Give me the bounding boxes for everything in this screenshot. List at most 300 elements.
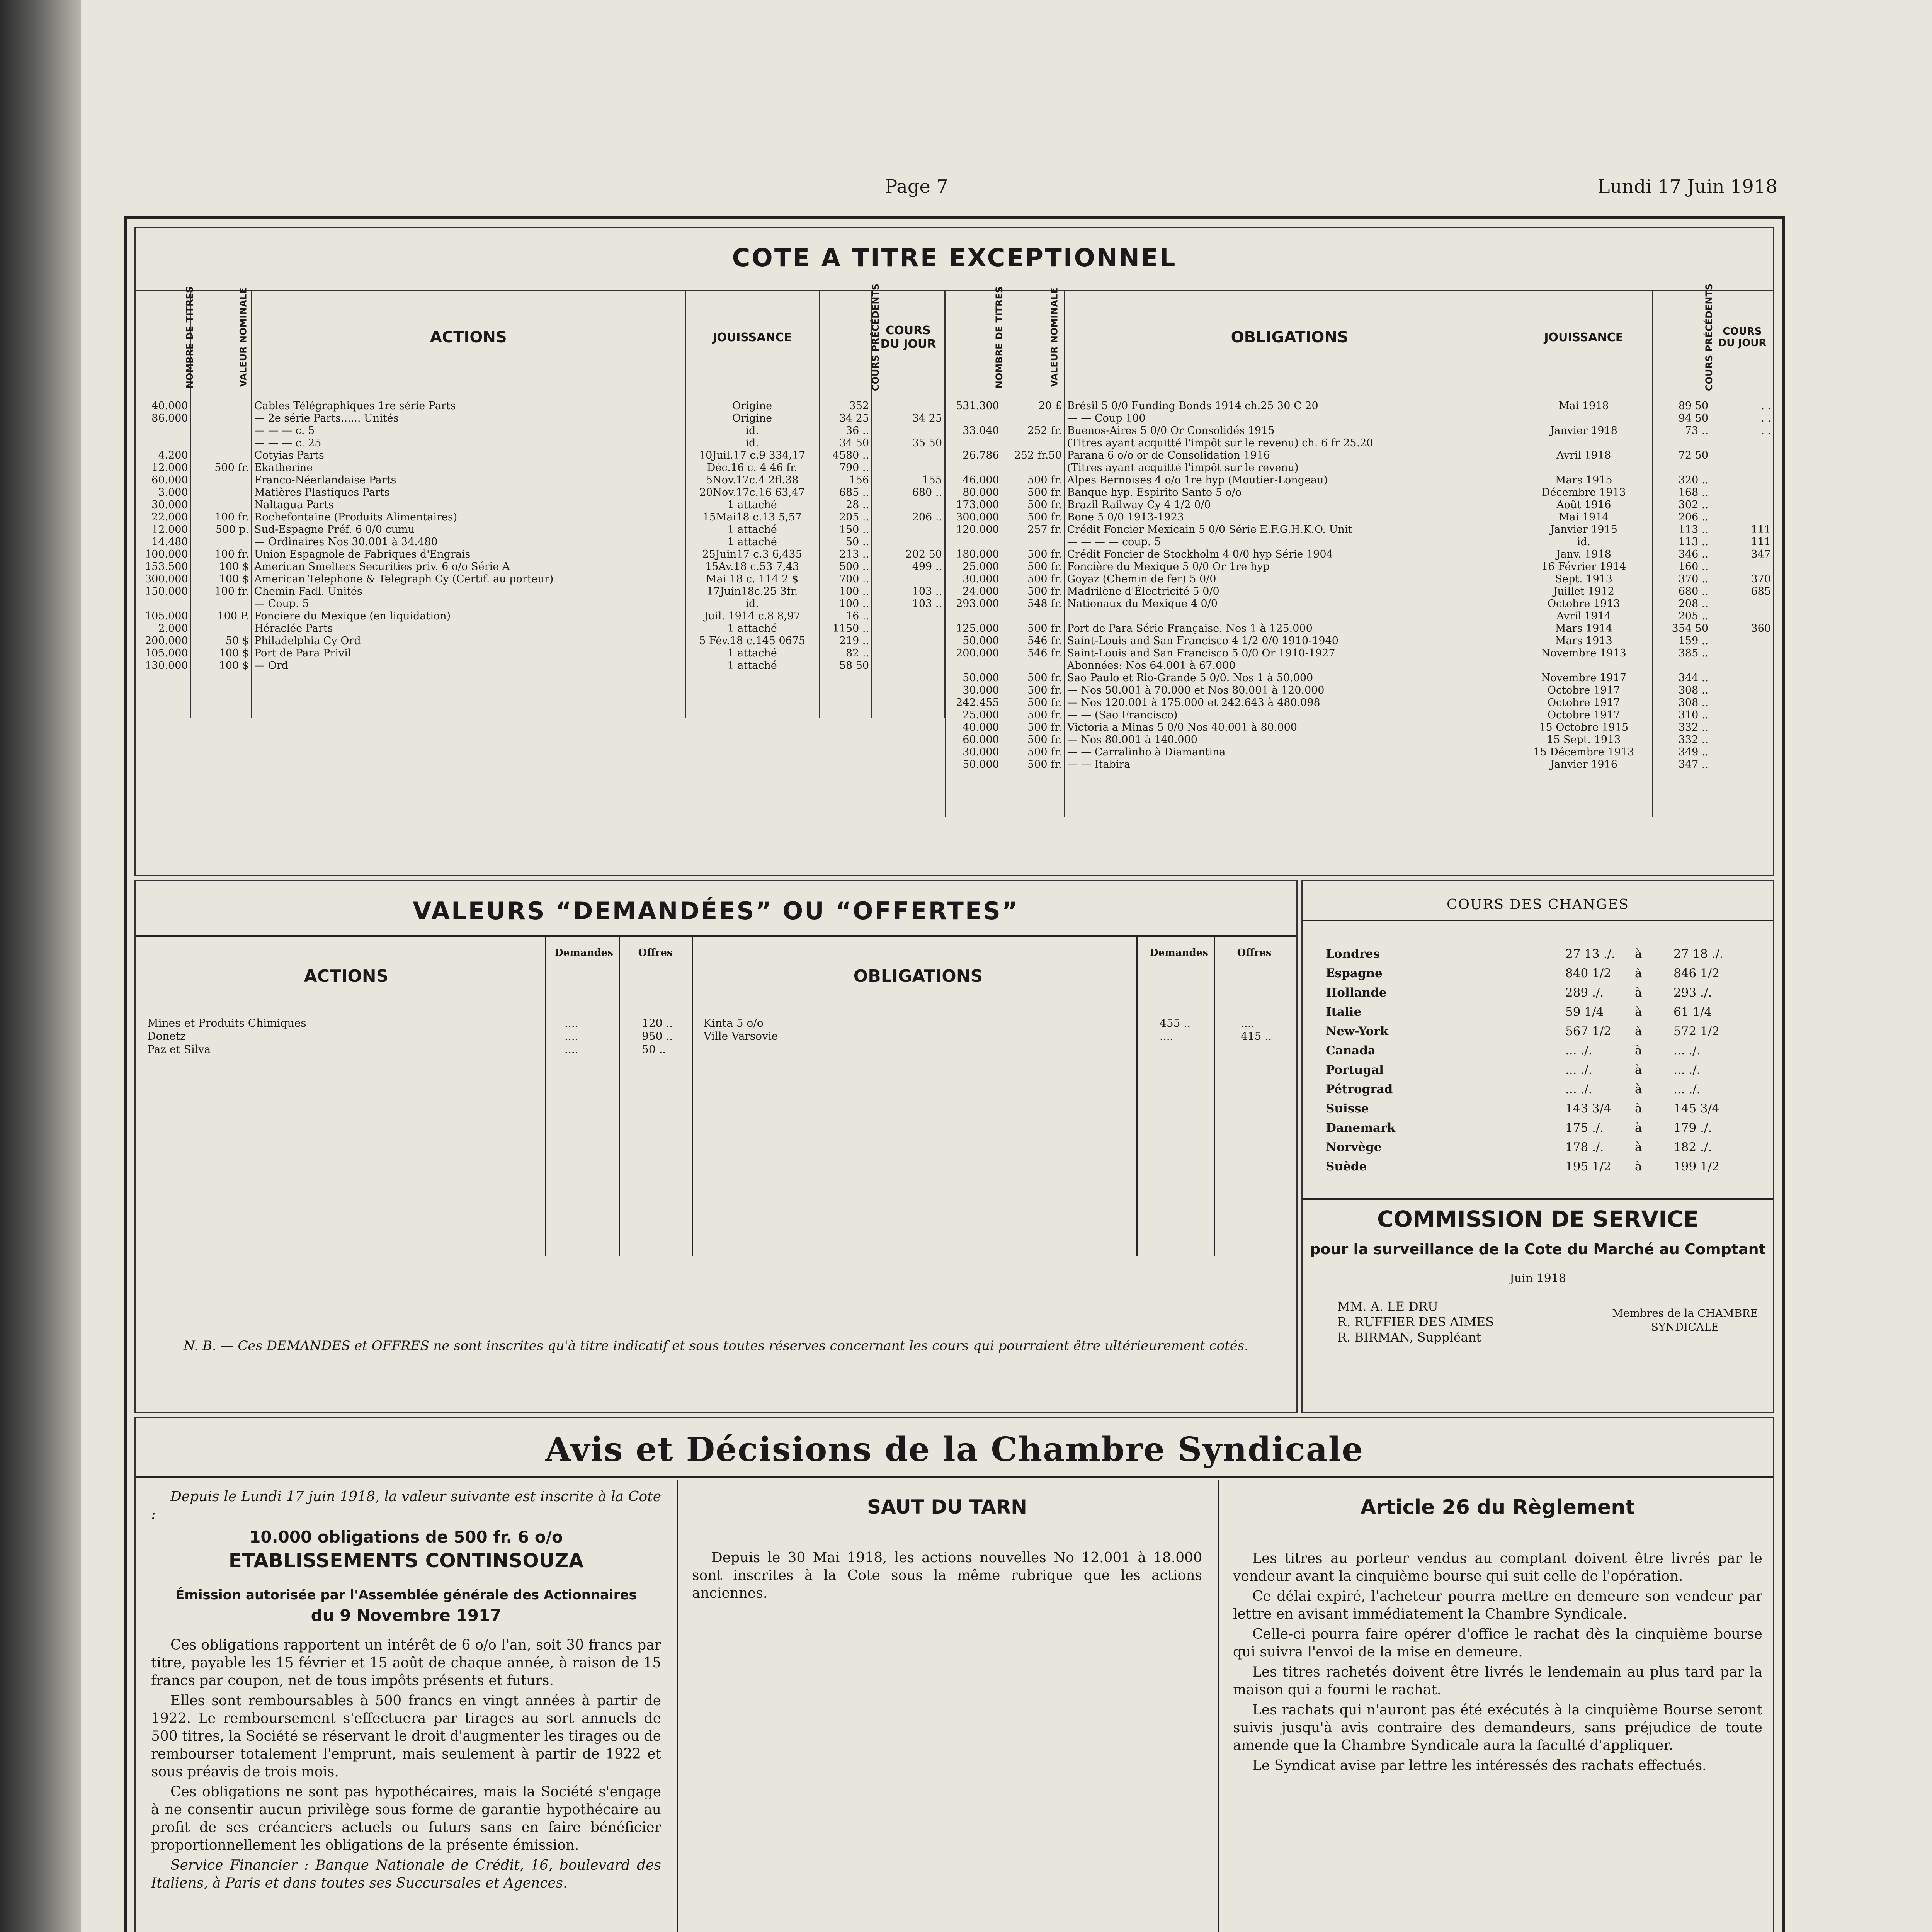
cote-obligation-nombre: 26.786 xyxy=(946,449,1002,462)
cote-action-nombre: 130.000 xyxy=(136,660,191,672)
cote-action-cours-prec: 790 .. xyxy=(819,462,872,474)
cote-obligation-nombre: 120.000 xyxy=(946,524,1002,536)
cote-obligation-cours-prec: 680 .. xyxy=(1653,585,1711,598)
cote-obligation-cours-jour xyxy=(1711,635,1774,647)
cote-action-valeur: 100 fr. xyxy=(191,585,252,598)
cote-obligation-cours-jour xyxy=(1711,474,1774,486)
cote-obligation-valeur: 500 fr. xyxy=(1002,486,1065,499)
cote-obligation-cours-jour xyxy=(1711,486,1774,499)
cote-obligation-jouissance: Avril 1914 xyxy=(1515,610,1653,622)
valeurs-divider-2 xyxy=(619,935,620,1256)
cote-action-cours-prec: 156 xyxy=(819,474,872,486)
cote-action-cours-prec: 213 .. xyxy=(819,548,872,561)
cote-obligation-valeur: 500 fr. xyxy=(1002,622,1065,635)
cote-obligations-table xyxy=(945,283,1774,817)
cote-action-nombre: 2.000 xyxy=(136,622,191,635)
cote-action-cours-prec: 150 .. xyxy=(819,524,872,536)
cote-action-valeur: 500 p. xyxy=(191,524,252,536)
cote-obligation-valeur: 500 fr. xyxy=(1002,511,1065,524)
valeurs-action-offre: 50 .. xyxy=(642,1043,666,1056)
cote-obligation-cours-jour xyxy=(1711,759,1774,771)
avis-left-p3: Ces obligations ne sont pas hypothécaires, mais la Société s'engage à ne consentir aucun privilège sous forme de garantie hypothécaire au profit de ses créanciers actuels ou futurs sans en faire bénéficier proportionnellement les obligations de la présente émission. xyxy=(151,1784,661,1853)
avis-left-bold1: 10.000 obligations de 500 fr. 6 o/o xyxy=(249,1527,563,1546)
cote-action-row xyxy=(136,474,945,486)
cote-obligation-cours-prec: 89 50 xyxy=(1653,384,1711,412)
valeurs-dem-head-oblig: Demandes xyxy=(1150,947,1208,959)
cote-action-row xyxy=(136,610,945,622)
cote-obligation-row xyxy=(946,462,1774,474)
change-currency: New-York xyxy=(1326,1024,1389,1038)
cote-obligation-cours-jour xyxy=(1711,449,1774,462)
avis-right-col xyxy=(1233,1496,1762,1777)
cote-obligation-valeur: 500 fr. xyxy=(1002,759,1065,771)
cote-action-valeur xyxy=(191,499,252,511)
cote-obligation-valeur: 546 fr. xyxy=(1002,635,1065,647)
cote-action-row xyxy=(136,486,945,499)
commission-role: Membres de la CHAMBRE SYNDICALE xyxy=(1612,1307,1758,1333)
cote-action-name: Philadelphia Cy Ord xyxy=(252,635,685,647)
cote-obligation-name: — Nos 120.001 à 175.000 et 242.643 à 480.098 xyxy=(1065,697,1515,709)
cote-action-cours-jour xyxy=(872,660,945,672)
cote-obligation-nombre: 50.000 xyxy=(946,635,1002,647)
cote-obligation-nombre: 25.000 xyxy=(946,561,1002,573)
cote-obligation-name: Bone 5 0/0 1913-1923 xyxy=(1065,511,1515,524)
cote-obligation-filler xyxy=(946,771,1774,817)
changes-title: COURS DES CHANGES xyxy=(1447,897,1629,913)
cote-obligation-nombre: 30.000 xyxy=(946,684,1002,697)
change-low: 178 ./. xyxy=(1565,1140,1604,1154)
cote-obligation-valeur xyxy=(1002,536,1065,548)
cote-obligation-cours-prec: 354 50 xyxy=(1653,622,1711,635)
cote-action-row xyxy=(136,573,945,585)
cote-obligation-row xyxy=(946,412,1774,425)
cote-obligation-cours-prec: 72 50 xyxy=(1653,449,1711,462)
cote-obligation-cours-prec: 308 .. xyxy=(1653,684,1711,697)
col-obligations: OBLIGATIONS xyxy=(1065,291,1515,384)
cote-action-cours-jour xyxy=(872,499,945,511)
cote-action-jouissance: Mai 18 c. 114 2 $ xyxy=(685,573,819,585)
cote-obligation-nombre: 173.000 xyxy=(946,499,1002,511)
cote-action-nombre: 105.000 xyxy=(136,610,191,622)
cote-obligation-cours-jour xyxy=(1711,721,1774,734)
cote-action-row xyxy=(136,622,945,635)
cote-obligation-nombre: 50.000 xyxy=(946,672,1002,684)
cote-action-cours-jour xyxy=(872,610,945,622)
cote-action-jouissance: 5Nov.17c.4 2fl.38 xyxy=(685,474,819,486)
col-actions: ACTIONS xyxy=(252,291,685,384)
cote-action-nombre: 30.000 xyxy=(136,499,191,511)
cote-action-nombre: 12.000 xyxy=(136,524,191,536)
cote-action-jouissance: id. xyxy=(685,425,819,437)
cote-obligation-cours-prec: 344 .. xyxy=(1653,672,1711,684)
cote-action-valeur: 100 fr. xyxy=(191,548,252,561)
valeurs-action-row xyxy=(147,1030,688,1043)
book-binding-edge xyxy=(0,0,81,1932)
avis-section xyxy=(134,1417,1774,1932)
cote-action-row xyxy=(136,536,945,548)
cote-action-cours-jour: 202 50 xyxy=(872,548,945,561)
commission-title: COMMISSION DE SERVICE xyxy=(1377,1206,1699,1232)
avis-divider-1 xyxy=(677,1480,678,1932)
change-currency: Pétrograd xyxy=(1326,1082,1393,1096)
change-row xyxy=(1326,1005,1743,1022)
cote-obligation-cours-prec xyxy=(1653,660,1711,672)
cote-obligation-jouissance: Mars 1913 xyxy=(1515,635,1653,647)
change-row xyxy=(1326,1082,1743,1099)
cote-obligation-valeur: 500 fr. xyxy=(1002,548,1065,561)
cote-obligation-nombre: 293.000 xyxy=(946,598,1002,610)
cote-action-row xyxy=(136,511,945,524)
cote-obligation-name: Madrilène d'Électricité 5 0/0 xyxy=(1065,585,1515,598)
cote-obligation-row xyxy=(946,660,1774,672)
cote-action-cours-prec: 34 25 xyxy=(819,412,872,425)
cote-obligation-name: Abonnées: Nos 64.001 à 67.000 xyxy=(1065,660,1515,672)
valeurs-action-row xyxy=(147,1043,688,1056)
cote-obligation-jouissance: Juillet 1912 xyxy=(1515,585,1653,598)
cote-actions-table-wrap xyxy=(136,283,945,718)
cote-obligation-jouissance xyxy=(1515,462,1653,474)
commission-member-1: MM. A. LE DRU xyxy=(1337,1299,1438,1314)
cote-obligation-valeur: 500 fr. xyxy=(1002,561,1065,573)
change-low: 143 3/4 xyxy=(1565,1102,1611,1116)
cote-action-valeur: 100 fr. xyxy=(191,511,252,524)
valeurs-title: VALEURS “DEMANDÉES” OU “OFFERTES” xyxy=(413,897,1019,925)
cote-obligation-cours-jour xyxy=(1711,746,1774,759)
change-sep: à xyxy=(1635,1044,1642,1058)
cote-obligation-jouissance xyxy=(1515,660,1653,672)
cote-action-cours-prec: 50 .. xyxy=(819,536,872,548)
change-high: 572 1/2 xyxy=(1673,1024,1719,1038)
cote-action-nombre xyxy=(136,437,191,449)
avis-right-title: Article 26 du Règlement xyxy=(1360,1496,1635,1519)
cote-obligation-name: Port de Para Série Française. Nos 1 à 125.000 xyxy=(1065,622,1515,635)
valeurs-obligation-demande: 455 .. xyxy=(1160,1017,1191,1029)
cote-obligation-nombre: 33.040 xyxy=(946,425,1002,437)
cote-action-cours-prec: 500 .. xyxy=(819,561,872,573)
change-sep: à xyxy=(1635,1005,1642,1019)
cote-obligation-name: — Nos 50.001 à 70.000 et Nos 80.001 à 120.000 xyxy=(1065,684,1515,697)
cote-action-valeur xyxy=(191,412,252,425)
cote-obligation-nombre: 200.000 xyxy=(946,647,1002,660)
cote-obligation-jouissance: Octobre 1913 xyxy=(1515,598,1653,610)
valeurs-divider-3 xyxy=(692,935,693,1256)
commission-rule xyxy=(1303,1198,1773,1200)
cote-action-row xyxy=(136,449,945,462)
cote-obligation-row xyxy=(946,709,1774,721)
cote-action-name: Naltagua Parts xyxy=(252,499,685,511)
change-low: 59 1/4 xyxy=(1565,1005,1604,1019)
cote-obligation-valeur: 548 fr. xyxy=(1002,598,1065,610)
change-high: 846 1/2 xyxy=(1673,966,1719,980)
cote-obligation-cours-prec: 208 .. xyxy=(1653,598,1711,610)
valeurs-obligation-row xyxy=(704,1030,1291,1043)
avis-left-col xyxy=(151,1488,661,1895)
change-sep: à xyxy=(1635,1102,1642,1116)
cote-action-nombre: 14.480 xyxy=(136,536,191,548)
valeurs-action-offre: 950 .. xyxy=(642,1030,673,1043)
cote-obligation-row xyxy=(946,536,1774,548)
cote-action-row xyxy=(136,384,945,412)
cote-action-valeur xyxy=(191,536,252,548)
cote-action-jouissance: 1 attaché xyxy=(685,647,819,660)
cote-action-cours-jour xyxy=(872,425,945,437)
avis-right-p5: Les rachats qui n'auront pas été exécutés à la cinquième Bourse seront suivis jusqu'à avis contraire des demandeurs, sans préjudice de toute amende que la Chambre Syndicale aura la faculté d'appliquer. xyxy=(1233,1702,1762,1753)
cote-obligation-name: — — Itabira xyxy=(1065,759,1515,771)
cote-obligation-name: Alpes Bernoises 4 o/o 1re hyp (Moutier-Longeau) xyxy=(1065,474,1515,486)
cote-action-jouissance: 1 attaché xyxy=(685,622,819,635)
cote-action-valeur: 100 $ xyxy=(191,660,252,672)
cote-action-jouissance: 25Juin17 c.3 6,435 xyxy=(685,548,819,561)
col-valeur-oblig: VALEUR NOMINALE xyxy=(1002,291,1065,384)
col-valeur: VALEUR NOMINALE xyxy=(191,291,252,384)
avis-left-p1: Ces obligations rapportent un intérêt de 6 o/o l'an, soit 30 francs par titre, payable les 15 février et 15 août de chaque année, à raison de 15 francs par coupon, net de tous impôts présents et futurs. xyxy=(151,1637,661,1689)
col-jouissance: JOUISSANCE xyxy=(685,291,819,384)
cote-obligation-cours-jour: . . xyxy=(1711,425,1774,437)
cote-obligation-name: Nationaux du Mexique 4 0/0 xyxy=(1065,598,1515,610)
cote-obligation-cours-jour xyxy=(1711,462,1774,474)
cote-action-valeur: 100 $ xyxy=(191,561,252,573)
cote-obligation-cours-prec: 73 .. xyxy=(1653,425,1711,437)
cote-action-jouissance: 15Mai18 c.13 5,57 xyxy=(685,511,819,524)
avis-left-bold2: ETABLISSEMENTS CONTINSOUZA xyxy=(228,1549,584,1572)
cote-action-cours-jour xyxy=(872,622,945,635)
cote-action-cours-jour: 103 .. xyxy=(872,585,945,598)
cote-action-cours-prec: 700 .. xyxy=(819,573,872,585)
change-high: 145 3/4 xyxy=(1673,1102,1719,1116)
cote-obligation-jouissance: Octobre 1917 xyxy=(1515,697,1653,709)
cote-action-name: Union Espagnole de Fabriques d'Engrais xyxy=(252,548,685,561)
change-sep: à xyxy=(1635,1160,1642,1173)
cote-obligation-cours-jour xyxy=(1711,672,1774,684)
change-high: 61 1/4 xyxy=(1673,1005,1712,1019)
cote-obligation-nombre: 25.000 xyxy=(946,709,1002,721)
cote-obligation-name: Saint-Louis and San Francisco 5 0/0 Or 1910-1927 xyxy=(1065,647,1515,660)
valeurs-obligation-offre: .... xyxy=(1241,1017,1255,1029)
col-cours-jour: COURS DU JOUR xyxy=(872,291,945,384)
cote-action-nombre xyxy=(136,598,191,610)
change-currency: Portugal xyxy=(1326,1063,1384,1077)
change-row xyxy=(1326,1140,1743,1157)
valeurs-off-head-oblig: Offres xyxy=(1237,947,1272,959)
cote-obligation-cours-jour xyxy=(1711,684,1774,697)
cote-action-filler xyxy=(136,672,945,718)
cote-obligation-name: — Nos 80.001 à 140.000 xyxy=(1065,734,1515,746)
cote-obligation-row xyxy=(946,622,1774,635)
cote-action-nombre: 300.000 xyxy=(136,573,191,585)
cote-action-valeur xyxy=(191,486,252,499)
valeurs-action-name: Donetz xyxy=(147,1030,186,1043)
cote-action-name: Fonciere du Mexique (en liquidation) xyxy=(252,610,685,622)
cote-obligation-jouissance: Août 1916 xyxy=(1515,499,1653,511)
valeurs-obligation-row xyxy=(704,1017,1291,1030)
cote-obligation-row xyxy=(946,635,1774,647)
cote-action-nombre: 153.500 xyxy=(136,561,191,573)
valeurs-off-head: Offres xyxy=(638,947,673,959)
cote-obligation-row xyxy=(946,684,1774,697)
cote-action-row xyxy=(136,585,945,598)
cote-obligation-name: — — Coup 100 xyxy=(1065,412,1515,425)
change-currency: Italie xyxy=(1326,1005,1362,1019)
valeurs-action-demande: .... xyxy=(565,1017,578,1029)
cote-action-jouissance: id. xyxy=(685,437,819,449)
cote-action-row xyxy=(136,462,945,474)
cote-obligation-row xyxy=(946,437,1774,449)
col-nombre-oblig: NOMBRE DE TITRES xyxy=(946,291,1002,384)
cote-action-valeur xyxy=(191,474,252,486)
change-sep: à xyxy=(1635,1140,1642,1154)
change-row xyxy=(1326,947,1743,964)
cote-action-nombre: 4.200 xyxy=(136,449,191,462)
cote-obligation-jouissance: 15 Octobre 1915 xyxy=(1515,721,1653,734)
cote-action-cours-prec: 685 .. xyxy=(819,486,872,499)
col-jouissance-oblig: JOUISSANCE xyxy=(1515,291,1653,384)
cote-actions-table xyxy=(136,283,945,718)
cote-obligation-valeur: 500 fr. xyxy=(1002,499,1065,511)
valeurs-actions-head: ACTIONS xyxy=(304,966,389,986)
change-row xyxy=(1326,1121,1743,1138)
cote-action-nombre: 86.000 xyxy=(136,412,191,425)
cote-action-cours-jour xyxy=(872,635,945,647)
change-currency: Espagne xyxy=(1326,966,1383,980)
cote-obligation-jouissance: Janvier 1918 xyxy=(1515,425,1653,437)
cote-action-nombre xyxy=(136,425,191,437)
cote-obligation-row xyxy=(946,697,1774,709)
cote-obligation-jouissance: Octobre 1917 xyxy=(1515,709,1653,721)
cote-action-valeur xyxy=(191,437,252,449)
cote-action-name: American Telephone & Telegraph Cy (Certif. au porteur) xyxy=(252,573,685,585)
issue-date: Lundi 17 Juin 1918 xyxy=(1597,176,1777,197)
cote-action-nombre: 60.000 xyxy=(136,474,191,486)
cote-obligation-name: — — — — coup. 5 xyxy=(1065,536,1515,548)
cote-obligation-name: — — (Sao Francisco) xyxy=(1065,709,1515,721)
cote-action-name: — Ordinaires Nos 30.001 à 34.480 xyxy=(252,536,685,548)
cote-obligation-nombre: 180.000 xyxy=(946,548,1002,561)
change-low: 840 1/2 xyxy=(1565,966,1611,980)
valeurs-obligation-demande: .... xyxy=(1160,1030,1173,1043)
cote-obligation-valeur: 500 fr. xyxy=(1002,734,1065,746)
cote-action-jouissance: 17Juin18c.25 3fr. xyxy=(685,585,819,598)
cote-obligation-cours-jour xyxy=(1711,734,1774,746)
valeurs-action-row xyxy=(147,1017,688,1030)
avis-right-p4: Les titres rachetés doivent être livrés le lendemain au plus tard par la maison qui a fourni le rachat. xyxy=(1233,1664,1762,1698)
change-sep: à xyxy=(1635,1082,1642,1096)
cote-action-valeur: 100 $ xyxy=(191,573,252,585)
valeurs-divider-4 xyxy=(1136,935,1138,1256)
cote-action-jouissance: Juil. 1914 c.8 8,97 xyxy=(685,610,819,622)
commission-subtitle: pour la surveillance de la Cote du Marché au Comptant xyxy=(1310,1241,1766,1258)
valeurs-action-name: Paz et Silva xyxy=(147,1043,211,1056)
cote-action-nombre: 150.000 xyxy=(136,585,191,598)
cote-obligation-nombre: 125.000 xyxy=(946,622,1002,635)
running-header xyxy=(116,176,1777,207)
cote-action-name: Rochefontaine (Produits Alimentaires) xyxy=(252,511,685,524)
cote-action-jouissance: 5 Fév.18 c.145 0675 xyxy=(685,635,819,647)
cote-action-name: Port de Para Privil xyxy=(252,647,685,660)
cote-action-row xyxy=(136,425,945,437)
cote-action-row xyxy=(136,660,945,672)
valeurs-section xyxy=(134,880,1298,1413)
cote-action-valeur: 100 $ xyxy=(191,647,252,660)
changes-rule xyxy=(1303,920,1773,921)
cote-action-name: Ekatherine xyxy=(252,462,685,474)
cote-obligation-cours-jour xyxy=(1711,647,1774,660)
cote-obligation-cours-prec: 332 .. xyxy=(1653,734,1711,746)
cote-action-jouissance: 20Nov.17c.16 63,47 xyxy=(685,486,819,499)
cote-action-row xyxy=(136,647,945,660)
cote-obligation-nombre: 30.000 xyxy=(946,746,1002,759)
cote-obligation-cours-prec: 308 .. xyxy=(1653,697,1711,709)
cote-obligation-row xyxy=(946,734,1774,746)
cote-obligation-valeur: 500 fr. xyxy=(1002,684,1065,697)
cote-action-nombre: 100.000 xyxy=(136,548,191,561)
cote-obligation-jouissance: Mai 1914 xyxy=(1515,511,1653,524)
cote-obligation-name: Goyaz (Chemin de fer) 5 0/0 xyxy=(1065,573,1515,585)
cote-obligation-name: Crédit Foncier Mexicain 5 0/0 Série E.F.G.H.K.O. Unit xyxy=(1065,524,1515,536)
cote-obligation-cours-prec: 113 .. xyxy=(1653,536,1711,548)
cote-action-name: Sud-Espagne Préf. 6 0/0 cumu xyxy=(252,524,685,536)
cote-obligation-jouissance: Janv. 1918 xyxy=(1515,548,1653,561)
changes-list xyxy=(1326,947,1751,1187)
cote-obligation-name: (Titres ayant acquitté l'impôt sur le revenu) ch. 6 fr 25.20 xyxy=(1065,437,1515,449)
avis-middle-p1: Depuis le 30 Mai 1918, les actions nouvelles No 12.001 à 18.000 sont inscrites à la Cote sous la même rubrique que les actions anciennes. xyxy=(692,1550,1202,1601)
change-sep: à xyxy=(1635,1024,1642,1038)
cote-obligation-name: Foncière du Mexique 5 0/0 Or 1re hyp xyxy=(1065,561,1515,573)
cote-action-row xyxy=(136,635,945,647)
commission-month: Juin 1918 xyxy=(1509,1272,1566,1285)
col-cours-prec-oblig: COURS PRÉCÉDENTS xyxy=(1653,291,1711,384)
cote-obligation-name: — — Carralinho à Diamantina xyxy=(1065,746,1515,759)
cote-obligation-row xyxy=(946,610,1774,622)
cote-obligation-row xyxy=(946,598,1774,610)
valeurs-rule xyxy=(136,935,1296,937)
change-currency: Danemark xyxy=(1326,1121,1395,1135)
change-low: ... ./. xyxy=(1565,1044,1592,1058)
valeurs-action-name: Mines et Produits Chimiques xyxy=(147,1017,306,1029)
cote-action-jouissance: Origine xyxy=(685,412,819,425)
valeurs-divider-5 xyxy=(1214,935,1215,1256)
cote-section xyxy=(134,227,1774,876)
commission-member-2: R. RUFFIER DES AIMES xyxy=(1337,1315,1494,1329)
cote-obligation-cours-prec: 205 .. xyxy=(1653,610,1711,622)
cote-obligation-cours-prec: 113 .. xyxy=(1653,524,1711,536)
cote-action-cours-jour xyxy=(872,573,945,585)
cote-obligation-name: Banque hyp. Espirito Santo 5 o/o xyxy=(1065,486,1515,499)
cote-obligation-cours-jour: 360 xyxy=(1711,622,1774,635)
cote-obligation-cours-prec: 385 .. xyxy=(1653,647,1711,660)
change-sep: à xyxy=(1635,947,1642,961)
cote-action-jouissance: id. xyxy=(685,598,819,610)
col-nombre: NOMBRE DE TITRES xyxy=(136,291,191,384)
avis-left-emission2: du 9 Novembre 1917 xyxy=(311,1606,502,1625)
cote-obligation-cours-prec xyxy=(1653,462,1711,474)
cote-obligation-valeur: 500 fr. xyxy=(1002,474,1065,486)
cote-obligation-jouissance: 15 Décembre 1913 xyxy=(1515,746,1653,759)
change-high: 199 1/2 xyxy=(1673,1160,1719,1173)
cote-obligation-valeur: 500 fr. xyxy=(1002,585,1065,598)
cote-obligation-jouissance: Mai 1918 xyxy=(1515,384,1653,412)
cote-action-cours-jour xyxy=(872,462,945,474)
cote-action-cours-prec: 28 .. xyxy=(819,499,872,511)
cote-action-name: — — — c. 25 xyxy=(252,437,685,449)
commission-member-3: R. BIRMAN, Suppléant xyxy=(1337,1330,1481,1345)
cote-obligation-cours-jour: . . xyxy=(1711,384,1774,412)
cote-action-cours-prec: 100 .. xyxy=(819,585,872,598)
cote-obligation-cours-prec: 160 .. xyxy=(1653,561,1711,573)
cote-action-name: — 2e série Parts...... Unités xyxy=(252,412,685,425)
cote-obligation-valeur: 500 fr. xyxy=(1002,746,1065,759)
cote-obligation-cours-prec: 347 .. xyxy=(1653,759,1711,771)
change-currency: Hollande xyxy=(1326,986,1387,1000)
